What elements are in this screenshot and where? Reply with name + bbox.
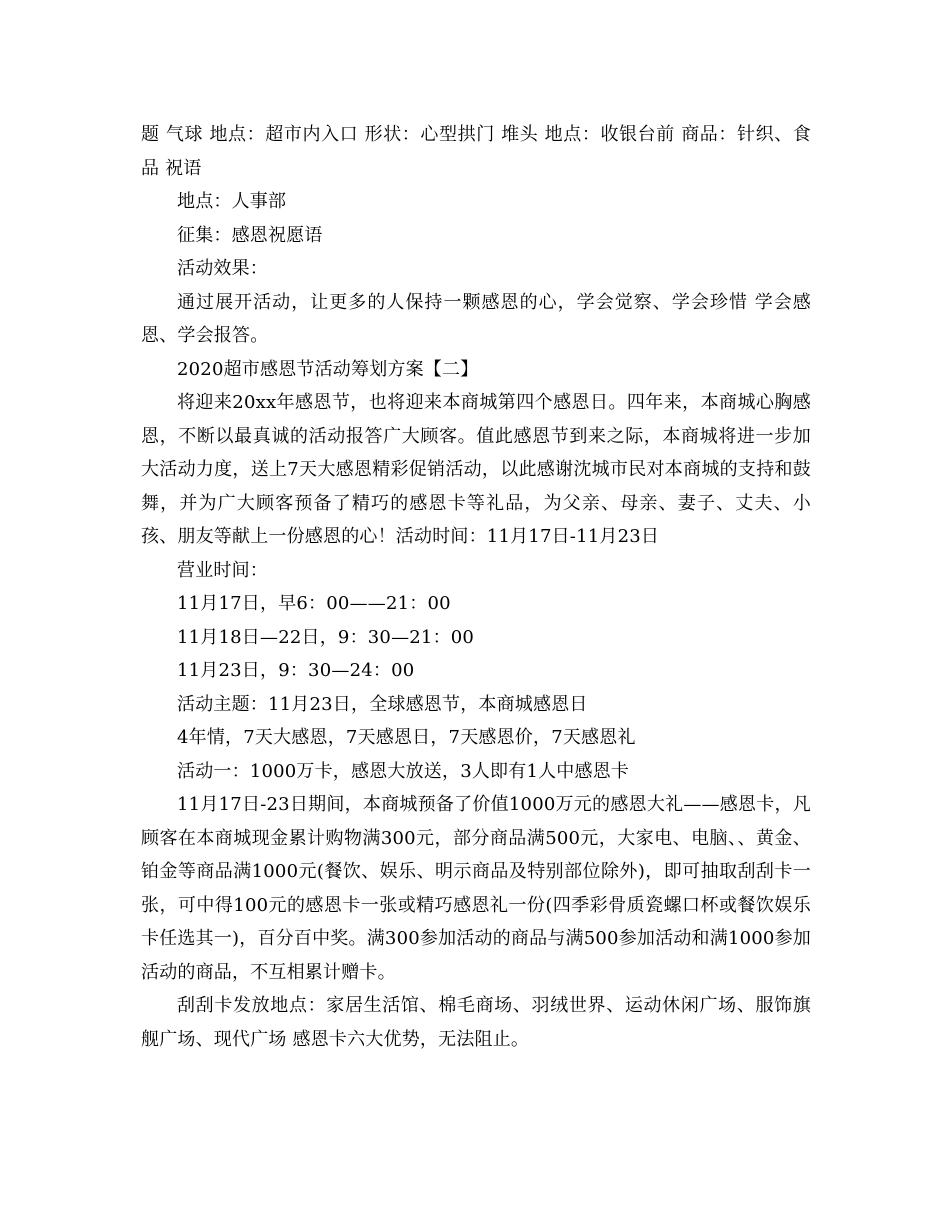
paragraph-hours-2: 11月18日—22日，9：30—21：00 bbox=[177, 626, 475, 648]
paragraph-hours-3: 11月23日，9：30—24：00 bbox=[177, 660, 415, 681]
paragraph-slogan: 4年情，7天大感恩，7天感恩日，7天感恩价，7天感恩礼 bbox=[177, 727, 636, 748]
paragraph-hours-heading: 营业时间： bbox=[177, 559, 268, 581]
paragraph-location-hr: 地点：人事部 bbox=[177, 191, 287, 212]
paragraph-collect-wishes: 征集：感恩祝愿语 bbox=[177, 224, 323, 246]
paragraph-effect-body: 通过展开活动，让更多的人保持一颗感恩的心，学会觉察、学会珍惜 学会感恩、学会报答。 bbox=[141, 291, 811, 346]
paragraph-activity-details: 11月17日-23日期间，本商城预备了价值1000万元的感恩大礼——感恩卡，凡顾客在本商城现金累计购物满300元，部分商品满500元，大家电、电脑、、黄金、铂金等商品满1000元(餐饮、娱乐、明示商品及特别部位除外)，即可抽取刮刮卡一张，可中得100元的感恩卡一张或精巧感恩礼一份(四季彩骨质瓷螺口杯或餐饮娱乐卡任选其一)，百分百中奖。满300参加活动的商品与满500参加活动和满1000参加活动的商品，不互相累计赠卡。 bbox=[141, 794, 811, 983]
paragraph-theme: 活动主题：11月23日，全球感恩节，本商城感恩日 bbox=[177, 693, 588, 715]
paragraph-promo-items: 题 气球 地点：超市内入口 形状：心型拱门 堆头 地点：收银台前 商品：针织、食品 祝语 bbox=[141, 124, 811, 179]
paragraph-effect-heading: 活动效果： bbox=[177, 258, 268, 279]
paragraph-distribution: 刮刮卡发放地点：家居生活馆、棉毛商场、羽绒世界、运动休闲广场、服饰旗舰广场、现代广场 感恩卡六大优势，无法阻止。 bbox=[141, 995, 811, 1050]
section-title: 2020超市感恩节活动筹划方案【二】 bbox=[177, 358, 479, 380]
paragraph-hours-1: 11月17日，早6：00——21：00 bbox=[177, 593, 451, 614]
paragraph-activity-one: 活动一：1000万卡，感恩大放送，3人即有1人中感恩卡 bbox=[177, 760, 630, 782]
document-body bbox=[141, 118, 811, 1056]
paragraph-intro: 将迎来20xx年感恩节，也将迎来本商城第四个感恩日。四年来，本商城心胸感恩，不断以最真诚的活动报答广大顾客。值此感恩节到来之际，本商城将进一步加大活动力度，送上7天大感恩精彩促销活动，以此感谢沈城市民对本商城的支持和鼓舞，并为广大顾客预备了精巧的感恩卡等礼品，为父亲、母亲、妻子、丈夫、小孩、朋友等献上一份感恩的心！活动时间：11月17日-11月23日 bbox=[141, 392, 811, 547]
